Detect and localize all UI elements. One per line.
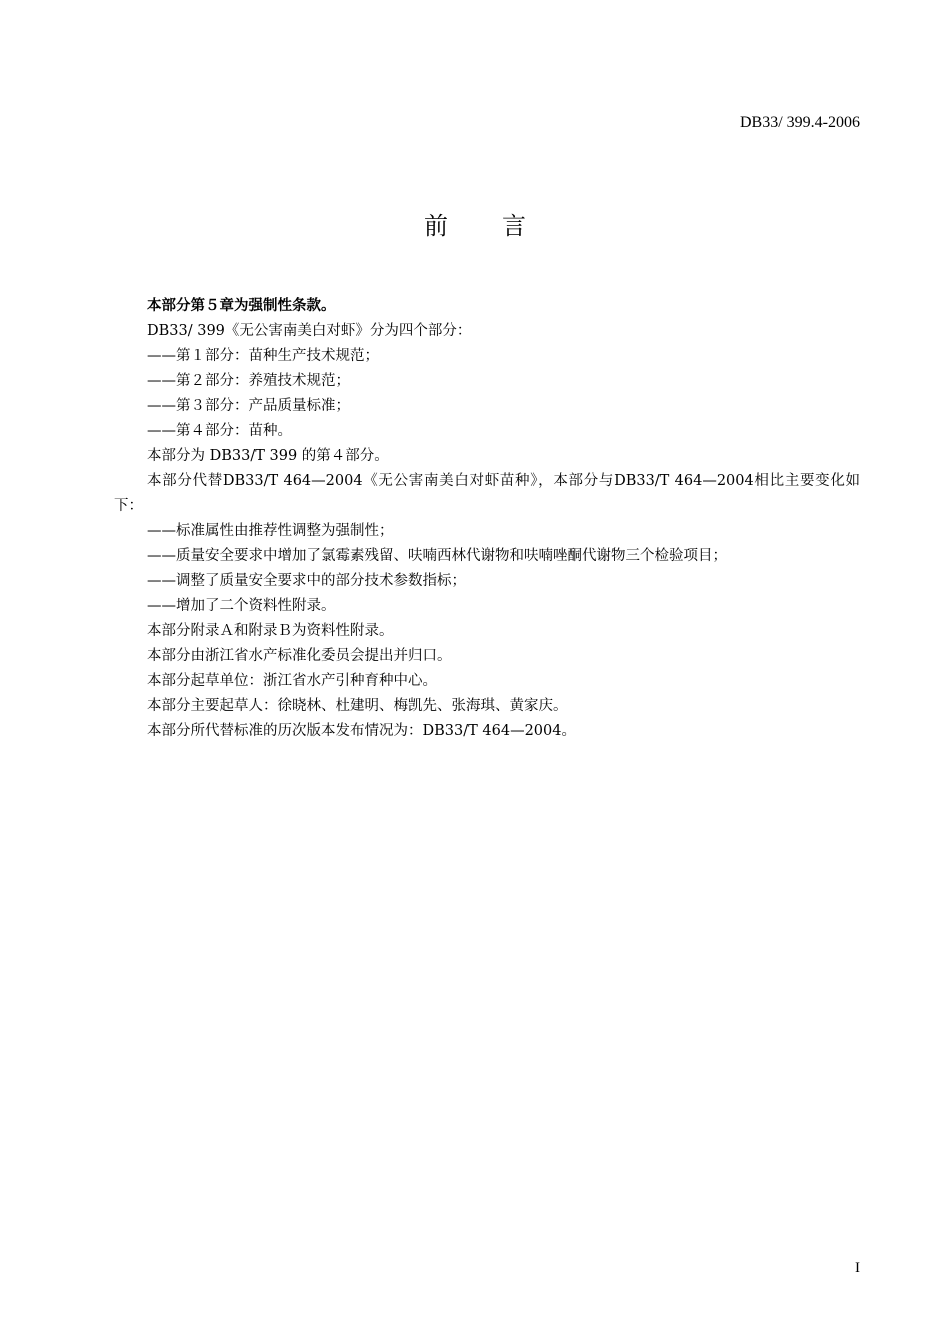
foreword-body xyxy=(114,294,860,744)
list-item-change-4: ——增加了二个资料性附录。 xyxy=(147,598,336,614)
list-item-part-3: ——第３部分：产品质量标准； xyxy=(147,398,350,414)
paragraph-parts-intro: DB33/ 399《无公害南美白对虾》分为四个部分： xyxy=(147,323,472,339)
paragraph-history: 本部分所代替标准的历次版本发布情况为：DB33/T 464—2004。 xyxy=(147,723,576,739)
paragraph-proposer: 本部分由浙江省水产标准化委员会提出并归口。 xyxy=(147,648,452,664)
list-item-change-3: ——调整了质量安全要求中的部分技术参数指标； xyxy=(147,573,466,589)
page-number: I xyxy=(855,1260,860,1276)
standard-code: DB33/ 399.4-2006 xyxy=(740,114,860,131)
list-item-change-1: ——标准属性由推荐性调整为强制性； xyxy=(147,523,394,539)
list-item-part-4: ——第４部分：苗种。 xyxy=(147,423,292,439)
paragraph-drafters: 本部分主要起草人：徐晓林、杜建明、梅凯先、张海琪、黄家庆。 xyxy=(147,698,568,714)
paragraph-mandatory-clause: 本部分第５章为强制性条款。 xyxy=(147,298,336,314)
list-item-change-2: ——质量安全要求中增加了氯霉素残留、呋喃西林代谢物和呋喃唑酮代谢物三个检验项目； xyxy=(147,548,727,564)
page-title: 前言 xyxy=(424,212,580,240)
paragraph-drafting-unit: 本部分起草单位：浙江省水产引种育种中心。 xyxy=(147,673,437,689)
list-item-part-2: ——第２部分：养殖技术规范； xyxy=(147,373,350,389)
paragraph-replaces: 本部分代替DB33/T 464—2004《无公害南美白对虾苗种》，本部分与DB33/T 464—2004相比主要变化如下： xyxy=(114,473,860,514)
paragraph-this-part: 本部分为 DB33/T 399 的第４部分。 xyxy=(147,448,389,464)
paragraph-appendix: 本部分附录Ａ和附录Ｂ为资料性附录。 xyxy=(147,623,394,639)
list-item-part-1: ——第１部分：苗种生产技术规范； xyxy=(147,348,379,364)
